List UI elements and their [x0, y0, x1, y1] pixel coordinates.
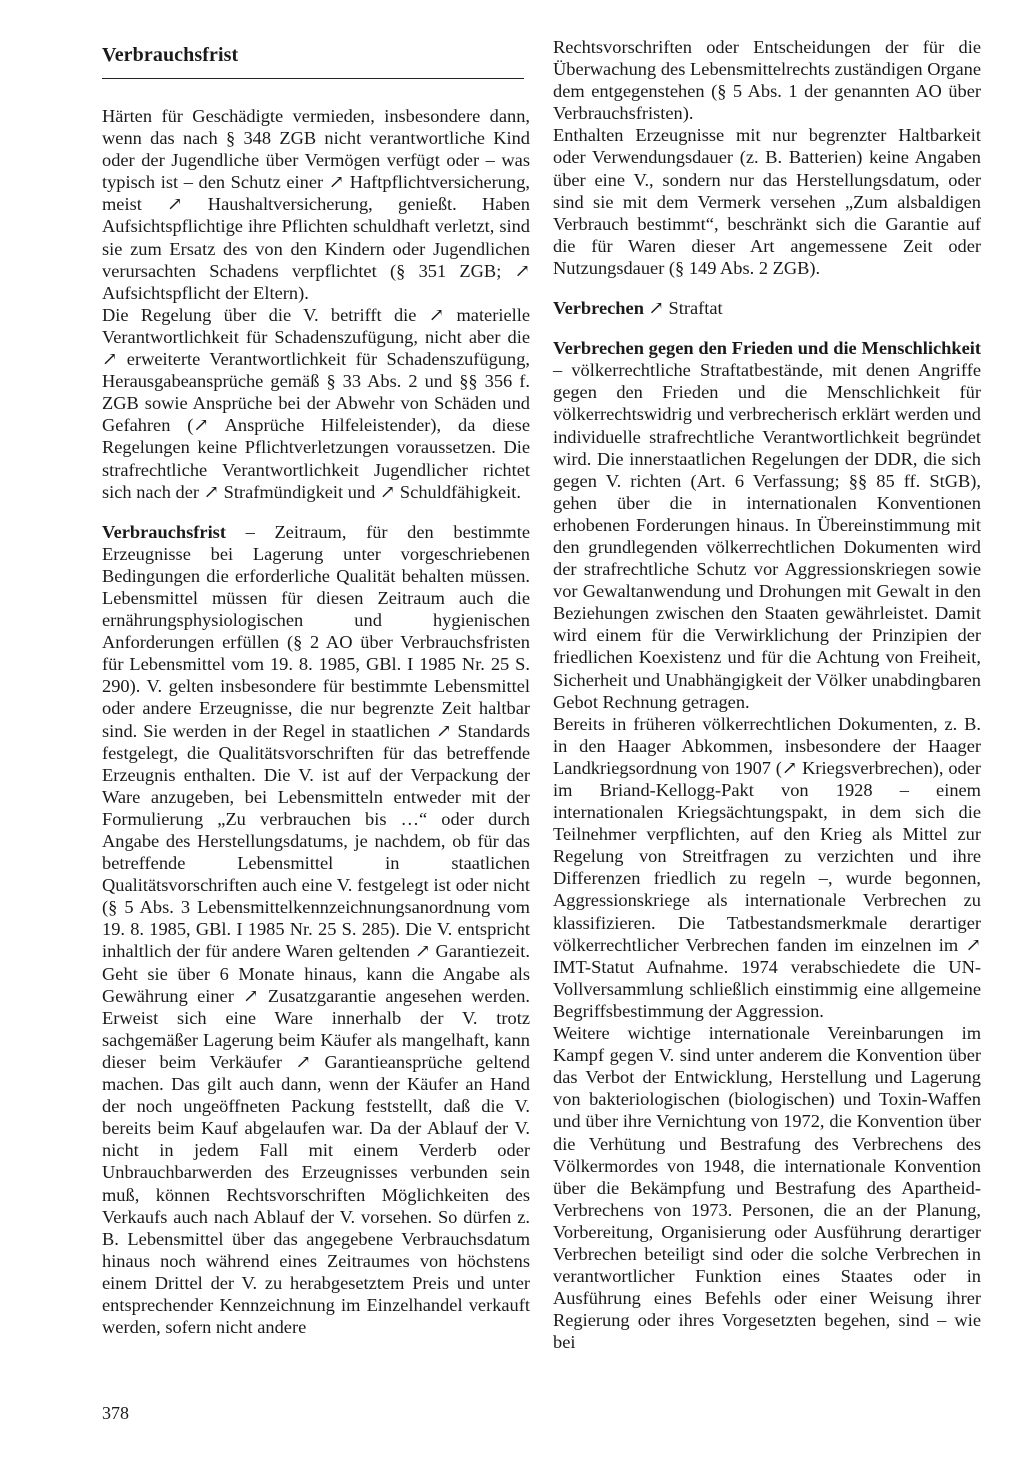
entry-term: Verbrechen gegen den Frieden und die Menschlichkeit — [553, 338, 981, 359]
paragraph: Enthalten Erzeugnisse mit nur begrenzter Haltbarkeit oder Verwendungsdauer (z. B. Batterien) keine Angaben über eine V., sondern nur das Herstellungsdatum, oder sind sie mit dem Vermerk versehen „Zum alsbaldigen Verbrauch bestimmt“, beschränkt sich die Garantie auf die für Waren dieser Art angemessene Zeit oder Nutzungsdauer (§ 149 Abs. 2 ZGB). — [553, 125, 981, 278]
page-number: 378 — [102, 1403, 129, 1423]
entry-text: – Zeitraum, für den bestimmte Erzeugnisse bei Lagerung unter vorgeschriebenen Bedingungen die erforderliche Qualität behalten müssen. Lebensmittel müssen für diesen Zeitraum auch die ernährungsphysiologischen und hygienischen Anforderungen erfüllen (§ 2 AO über Verbrauchsfristen für Lebensmittel vom 19. 8. 1985, GBl. I 1985 Nr. 25 S. 290). V. gelten insbesondere für bestimmte Lebensmittel oder andere Erzeugnisse, die nur begrenzte Zeit haltbar sind. Sie werden in der Regel in staatlichen ↗ Standards festgelegt, die Qualitätsvorschriften für das betreffende Erzeugnis enthalten. Die V. ist auf der Verpackung der Ware anzugeben, bei Lebensmitteln entweder mit der Formulierung „Zu verbrauchen bis …“ oder durch Angabe des Herstellungsdatums, je nachdem, ob für das betreffende Lebensmittel in staatlichen Qualitätsvorschriften auch eine V. festgelegt ist oder nicht (§ 5 Abs. 3 Lebensmittelkennzeichnungsanordnung vom 19. 8. 1985, GBl. I 1985 Nr. 25 S. 285). Die V. entspricht inhaltlich der für andere Waren geltenden ↗ Garantiezeit. Geht sie über 6 Monate hinaus, kann die Angabe als Gewährung einer ↗ Zusatzgarantie angesehen werden. Erweist sich eine Ware innerhalb der V. trotz sachgemäßer Lagerung beim Käufer als mangelhaft, kann dieser beim Verkäufer ↗ Garantieansprüche geltend machen. Das gilt auch dann, wenn der Käufer an Hand der noch ungeöffneten Packung feststellt, daß die V. bereits beim Kauf abgelaufen war. Da der Ablauf der V. nicht in jedem Fall mit einem Verderb oder Unbrauchbarwerden des Erzeugnisses verbunden sein muß, können Rechtsvorschriften Möglichkeiten des Verkaufs auch nach Ablauf der V. vorsehen. So dürfen z. B. Lebensmittel über das angegebene Verbrauchsdatum hinaus noch während eines Zeitraumes von höchstens einem Drittel der V. zu herabgesetztem Preis und unter entsprechender Kennzeichnung im Einzelhandel verkauft werden, sofern nicht andere — [102, 521, 530, 1338]
paragraph: Weitere wichtige internationale Vereinbarungen im Kampf gegen V. sind unter anderem die Konvention über das Verbot der Entwicklung, Herstellung und Lagerung von bakteriologischen (biologischen) und Toxin-Waffen und über ihre Vernichtung von 1972, die Konvention über die Verhütung und Bestrafung des Verbrechens des Völkermordes von 1948, die internationale Konvention über die Bekämpfung und Bestrafung des Apartheid-Verbrechens von 1973. Personen, die an der Planung, Vorbereitung, Organisierung oder Ausführung derartiger Verbrechen beteiligt sind oder die solche Verbrechen in verantwortlicher Funktion eines Staates oder in Ausführung eines Befehls oder einer Weisung ihrer Regierung oder ihres Vorgesetzten begehen, sind – wie bei — [553, 1023, 981, 1353]
entry-term: Verbrechen — [553, 298, 644, 319]
paragraph: Bereits in früheren völkerrechtlichen Dokumenten, z. B. in den Haager Abkommen, insbesondere der Haager Landkriegsordnung von 1907 (↗ Kriegsverbrechen), oder im Briand-Kellogg-Pakt von 1928 – einem internationalen Kriegsächtungspakt, in dem sich die Teilnehmer verpflichten, auf den Krieg als Mittel zur Regelung von Streitfragen zu verzichten und ihre Differenzen friedlich zu regeln –, wurde begonnen, Aggressionskriege als internationale Verbrechen zu klassifizieren. Die Tatbestandsmerkmale derartiger völkerrechtlicher Verbrechen fanden im einzelnen im ↗ IMT-Statut Aufnahme. 1974 verabschiedete die UN-Vollversammlung schließlich einstimmig eine allgemeine Begriffsbestimmung der Aggression. — [553, 713, 981, 1021]
running-title: Verbrauchsfrist — [102, 44, 239, 66]
right-column — [553, 36, 981, 1353]
left-column — [102, 105, 530, 1338]
paragraph: Härten für Geschädigte vermieden, insbesondere dann, wenn das nach § 348 ZGB nicht verantwortliche Kind oder der Jugendliche über Vermögen verfügt oder – was typisch ist – den Schutz einer ↗ Haftpflichtversicherung, meist ↗ Haushaltversicherung, genießt. Haben Aufsichtspflichtige ihre Pflichten schuldhaft verletzt, sind sie zum Ersatz des von den Kindern oder Jugendlichen verursachten Schadens verpflichtet (§ 351 ZGB; ↗ Aufsichtspflicht der Eltern). — [102, 106, 530, 303]
entry-text: – völkerrechtliche Straftatbestände, mit denen Angriffe gegen den Frieden und die Menschlichkeit für völkerrechtswidrig und verbrecherisch erklärt werden und individuelle strafrechtliche Verantwortlichkeit begründet wird. Die innerstaatlichen Regelungen der DDR, die sich gegen V. richten (Art. 6 Verfassung; §§ 85 ff. StGB), gehen über die in internationalen Konventionen erhobenen Forderungen hinaus. In Übereinstimmung mit den grundlegenden völkerrechtlichen Dokumenten wird der strafrechtliche Schutz vor Aggressionskriegen sowie vor Gewaltanwendung und Drohungen mit Gewalt in den Beziehungen zwischen den Staaten gewährleistet. Damit wird einem für die Verwirklichung der Prinzipien der friedlichen Koexistenz und für die Achtung von Freiheit, Sicherheit und Unabhängigkeit der Völker unabdingbaren Gebot Rechnung getragen. — [553, 360, 981, 712]
dictionary-entry-verbrauchsfrist — [102, 521, 530, 1338]
cross-reference-entry — [553, 297, 981, 319]
dictionary-entry-verbrechen-gegen-frieden — [553, 337, 981, 713]
entry-term: Verbrauchsfrist — [102, 521, 226, 542]
paragraph: Rechtsvorschriften oder Entscheidungen der für die Überwachung des Lebensmittelrechts zuständigen Organe dem entgegenstehen (§ 5 Abs. 1 der genannten AO über Verbrauchsfristen). — [553, 37, 981, 124]
header-rule — [102, 78, 524, 79]
paragraph: Die Regelung über die V. betrifft die ↗ materielle Verantwortlichkeit für Schadenszufügung, nicht aber die ↗ erweiterte Verantwortlichkeit für Schadenszufügung, Herausgabeansprüche gemäß § 33 Abs. 2 und §§ 356 f. ZGB sowie Ansprüche bei der Abwehr von Schäden und Gefahren (↗ Ansprüche Hilfeleistender), da diese Regelungen keine Pflichtverletzungen voraussetzen. Die strafrechtliche Verantwortlichkeit Jugendlicher richtet sich nach der ↗ Strafmündigkeit und ↗ Schuldfähigkeit. — [102, 304, 530, 502]
entry-text: ↗ Straftat — [643, 298, 723, 319]
